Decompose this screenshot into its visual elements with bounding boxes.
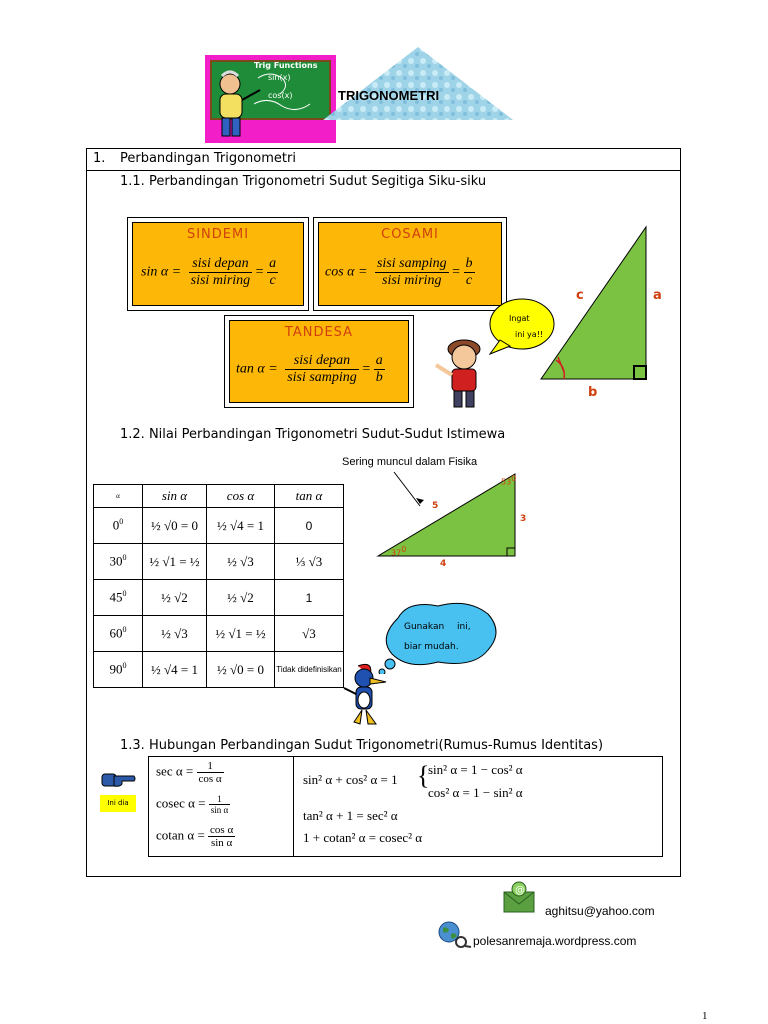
bubble-1-text-2: ini ya!! [515,330,544,339]
sindemi-lhs: sin α = [141,264,182,280]
sin-cell: ½ √0 = 0 [143,508,207,544]
cosec-num: 1 [209,794,230,805]
chalkboard-text: Trig Functions sin(x) cos(x) [254,61,318,100]
subsection-1-2-title: 1.2. Nilai Perbandingan Trigonometri Sudut-Sudut Istimewa [120,427,506,442]
sin-cell: ½ √3 [143,616,207,652]
table-row: $30^0$ ½ √1 = ½ ½ √3 ⅓ √3 [94,544,344,580]
side-3-label: 3 [520,514,527,524]
pythagorean-identity: sin² α + cos² α = 1 [303,772,398,787]
cos-cell: ½ √3 [207,544,275,580]
tan-cell: ⅓ √3 [275,544,344,580]
cos-cell: ½ √4 = 1 [207,508,275,544]
sindemi-rn: a [269,256,277,271]
angle-cell: 60 [109,625,123,641]
frame-divider [86,170,681,171]
page-number: 1 [702,1010,708,1022]
cosami-lhs: cos α = [325,264,368,280]
sindemi-rd: c [269,273,276,288]
sec-den: cos α [198,773,222,785]
page-title: TRIGONOMETRI [338,88,440,103]
tandesa-label: TANDESA [284,325,354,340]
cotan-lhs: cotan α = [156,827,205,843]
table-row: $90^0$ ½ √4 = 1 ½ √0 = 0 Tidak didefinisikan [94,652,344,688]
cosec-den: sin α [210,805,229,815]
right-triangle-diagram [536,222,676,402]
pointing-hand-icon [100,770,136,790]
header-sin: sin α [143,485,207,508]
cosec-lhs: cosec α = [156,795,206,811]
cosami-den: sisi miring [382,273,442,288]
cosami-num: sisi samping [376,256,447,271]
side-label-c: c [576,288,584,303]
side-4-label: 4 [440,559,447,569]
cosami-label: COSAMI [381,227,439,242]
header-cos: cos α [207,485,275,508]
section-number: 1. [93,151,106,166]
physics-note: Sering muncul dalam Fisika [342,456,478,468]
tandesa-den: sisi samping [287,370,357,385]
trig-values-table [93,484,344,688]
tan-cell: Tidak didefinisikan [275,652,344,688]
sindemi-box: SINDEMI sin α = $\frac{\text{sisi depan}}{\text{sisi miring}}$ = $\frac{a}{c}$ [132,222,304,306]
subsection-1-1-title: 1.1. Perbandingan Trigonometri Sudut Segitiga Siku-siku [120,174,487,189]
sec-num: 1 [197,760,224,773]
cos-cell: ½ √1 = ½ [207,616,275,652]
website-link[interactable]: polesanremaja.wordpress.com [473,934,637,948]
sindemi-den: sisi miring [190,273,251,288]
angle-53-label: $53^0$ [501,474,517,487]
bubble-2-line-1: Gunakan ini, [404,622,471,632]
pythagorean-sin-form: sin² α = 1 − cos² α [428,762,523,777]
cos-cell: ½ √2 [207,580,275,616]
table-row: $60^0$ ½ √3 ½ √1 = ½ √3 [94,616,344,652]
sec-identity [156,760,224,785]
header-alpha: α [94,485,143,508]
angle-cell: 90 [109,661,123,677]
sin-cell: ½ √1 = ½ [143,544,207,580]
side-5-label: 5 [432,501,439,511]
tan-cell: 1 [275,580,344,616]
svg-text:@: @ [515,885,525,896]
pythagorean-cos-form: cos² α = 1 − sin² α [428,785,523,800]
bubble-2-line-2: biar mudah. [404,642,459,652]
title-triangle-icon [323,45,513,120]
professor-figure-icon [210,60,331,140]
section-title: Perbandingan Trigonometri [120,151,296,166]
side-label-a: a [653,288,662,303]
tan-cell: √3 [275,616,344,652]
subsection-1-3-title: 1.3. Hubungan Perbandingan Sudut Trigonometri(Rumus-Rumus Identitas) [120,738,604,753]
cosami-rn: b [465,256,473,271]
angle-37-value: 37 [391,548,402,558]
sin-cell: ½ √4 = 1 [143,652,207,688]
brace-icon: { [417,761,430,790]
cosec-identity [156,794,230,815]
angle-cell: 45 [109,589,123,605]
globe-icon [437,920,473,948]
tan-sec-identity: tan² α + 1 = sec² α [303,808,398,823]
cosami-rd: c [465,273,473,288]
email-address[interactable]: aghitsu@yahoo.com [545,904,655,918]
ini-dia-note: Ini dia [100,795,136,812]
tandesa-box: TANDESA tan α = $\frac{\text{sisi depan}}{\text{sisi samping}}$ = $\frac{a}{b}$ [229,320,409,403]
cotan-num: cos α [210,824,234,836]
table-header-row [94,485,344,508]
tan-cell: 0 [275,508,344,544]
sindemi-num: sisi depan [189,256,253,273]
cos-cell: ½ √0 = 0 [207,652,275,688]
tandesa-rd: b [375,370,383,385]
side-label-b: b [588,385,598,400]
sindemi-label: SINDEMI [186,227,250,242]
table-row: $0^0$ ½ √0 = 0 ½ √4 = 1 0 [94,508,344,544]
identities-divider [293,756,294,857]
sec-lhs: sec α = [156,763,194,779]
speech-bubble-2-icon [378,598,504,674]
boy-cartoon-icon [432,335,492,413]
tandesa-num: sisi depan [285,353,359,370]
sin-cell: ½ √2 [143,580,207,616]
header-tan: tan α [275,485,344,508]
email-icon [502,880,536,914]
angle-37-label: $37^0$ [391,545,407,558]
cotan-identity [156,824,235,849]
woodpecker-cartoon-icon [340,662,390,734]
bubble-1-text: Ingat [509,314,530,323]
tandesa-lhs: tan α = [236,361,278,377]
angle-53-value: 53 [501,477,512,487]
cotan-den: sin α [210,837,233,849]
cosami-box: COSAMI cos α = $\frac{\text{sisi samping}}{\text{sisi miring}}$ = $\frac{b}{c}$ [318,222,502,306]
tandesa-rn: a [375,353,383,368]
angle-cell: 0 [112,517,120,533]
angle-cell: 30 [109,553,123,569]
table-row: $45^0$ ½ √2 ½ √2 1 [94,580,344,616]
cot-cosec-identity: 1 + cotan² α = cosec² α [303,830,423,845]
